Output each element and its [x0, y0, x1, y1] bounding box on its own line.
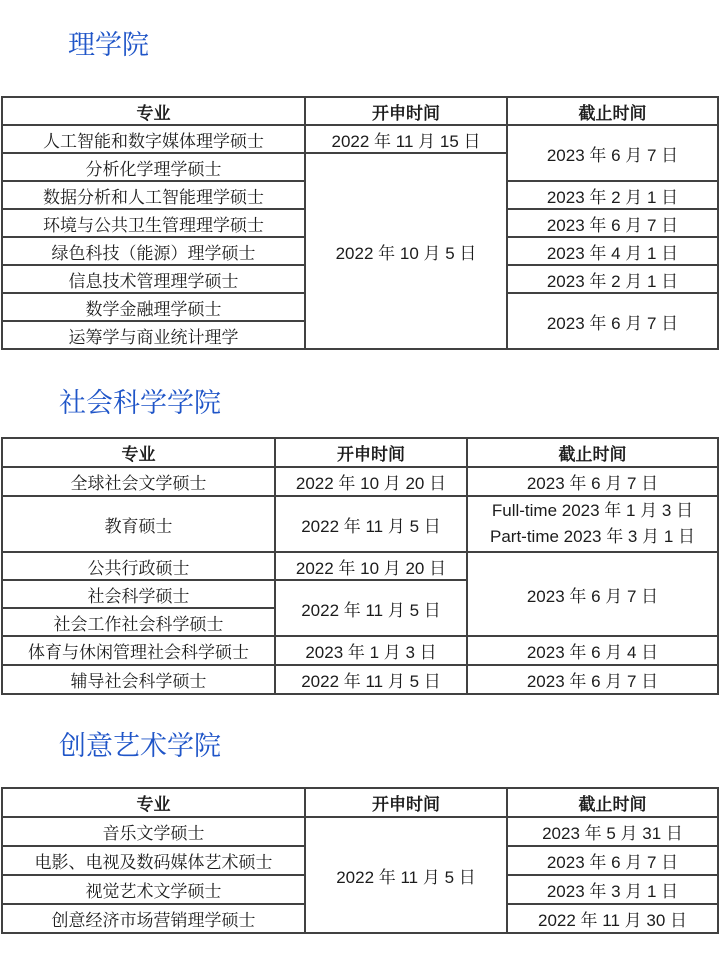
- column-header: 专业: [2, 438, 275, 467]
- column-header: 截止时间: [507, 788, 718, 817]
- column-header: 专业: [2, 97, 305, 125]
- column-header: 开申时间: [305, 97, 507, 125]
- column-header: 截止时间: [507, 97, 718, 125]
- table-row: [2, 665, 718, 694]
- program-cell: 环境与公共卫生管理理学硕士: [2, 209, 305, 237]
- program-cell: 信息技术管理理学硕士: [2, 265, 305, 293]
- deadline-line: Full-time 2023 年 1 月 3 日: [491, 501, 694, 520]
- column-header: 截止时间: [467, 438, 718, 467]
- section-social-sciences: [0, 389, 720, 695]
- open-cell: 2022 年 11 月 5 日: [275, 580, 467, 636]
- program-cell: 社会科学硕士: [2, 580, 275, 608]
- section-science: [0, 31, 720, 350]
- open-cell: 2022 年 11 月 15 日: [305, 125, 507, 153]
- table-header-row: [2, 97, 718, 125]
- table-row: [2, 125, 718, 153]
- program-cell: 公共行政硕士: [2, 552, 275, 580]
- deadline-cell: 2023 年 6 月 7 日: [507, 293, 718, 349]
- program-cell: 社会工作社会科学硕士: [2, 608, 275, 636]
- table-row: [2, 552, 718, 580]
- table-row: [2, 817, 718, 846]
- deadline-cell: 2023 年 2 月 1 日: [507, 181, 718, 209]
- deadline-cell: 2023 年 5 月 31 日: [507, 817, 718, 846]
- deadline-line: Part-time 2023 年 3 月 1 日: [489, 527, 696, 546]
- deadline-cell: [467, 496, 718, 552]
- open-cell: 2022 年 10 月 20 日: [275, 467, 467, 496]
- program-cell: 数据分析和人工智能理学硕士: [2, 181, 305, 209]
- program-cell: 分析化学理学硕士: [2, 153, 305, 181]
- open-cell: 2023 年 1 月 3 日: [275, 636, 467, 665]
- open-cell: 2022 年 10 月 20 日: [275, 552, 467, 580]
- deadline-cell: 2022 年 11 月 30 日: [507, 904, 718, 933]
- deadline-cell: 2023 年 6 月 7 日: [507, 125, 718, 181]
- program-cell: 数学金融理学硕士: [2, 293, 305, 321]
- section-title-science: 理学院: [68, 30, 149, 60]
- deadline-cell: 2023 年 2 月 1 日: [507, 265, 718, 293]
- deadline-cell: 2023 年 3 月 1 日: [507, 875, 718, 904]
- section-creative-arts: [0, 732, 720, 934]
- deadline-cell: 2023 年 6 月 7 日: [507, 846, 718, 875]
- open-cell: 2022 年 11 月 5 日: [275, 665, 467, 694]
- open-cell: 2022 年 11 月 5 日: [275, 496, 467, 552]
- deadline-cell: 2023 年 6 月 7 日: [467, 552, 718, 636]
- column-header: 专业: [2, 788, 305, 817]
- table-header-row: [2, 788, 718, 817]
- deadline-cell: 2023 年 6 月 7 日: [507, 209, 718, 237]
- program-cell: 体育与休闲管理社会科学硕士: [2, 636, 275, 665]
- program-cell: 视觉艺术文学硕士: [2, 875, 305, 904]
- document-page: [0, 31, 720, 956]
- science-programs-table: [1, 96, 719, 350]
- program-cell: 人工智能和数字媒体理学硕士: [2, 125, 305, 153]
- program-cell: 教育硕士: [2, 496, 275, 552]
- table-row: [2, 496, 718, 552]
- open-cell: 2022 年 10 月 5 日: [305, 153, 507, 349]
- table-row: [2, 636, 718, 665]
- section-title-creative-arts: 创意艺术学院: [59, 731, 221, 761]
- column-header: 开申时间: [275, 438, 467, 467]
- program-cell: 电影、电视及数码媒体艺术硕士: [2, 846, 305, 875]
- program-cell: 辅导社会科学硕士: [2, 665, 275, 694]
- section-title-social-sciences: 社会科学学院: [59, 388, 221, 418]
- program-cell: 音乐文学硕士: [2, 817, 305, 846]
- deadline-cell: 2023 年 6 月 4 日: [467, 636, 718, 665]
- open-cell: 2022 年 11 月 5 日: [305, 817, 507, 933]
- deadline-cell: 2023 年 4 月 1 日: [507, 237, 718, 265]
- column-header: 开申时间: [305, 788, 507, 817]
- table-header-row: [2, 438, 718, 467]
- deadline-cell: 2023 年 6 月 7 日: [467, 467, 718, 496]
- program-cell: 创意经济市场营销理学硕士: [2, 904, 305, 933]
- program-cell: 全球社会文学硕士: [2, 467, 275, 496]
- table-row: [2, 467, 718, 496]
- program-cell: 绿色科技（能源）理学硕士: [2, 237, 305, 265]
- deadline-cell: 2023 年 6 月 7 日: [467, 665, 718, 694]
- creative-arts-programs-table: [1, 787, 719, 934]
- social-sciences-programs-table: [1, 437, 719, 695]
- program-cell: 运筹学与商业统计理学: [2, 321, 305, 349]
